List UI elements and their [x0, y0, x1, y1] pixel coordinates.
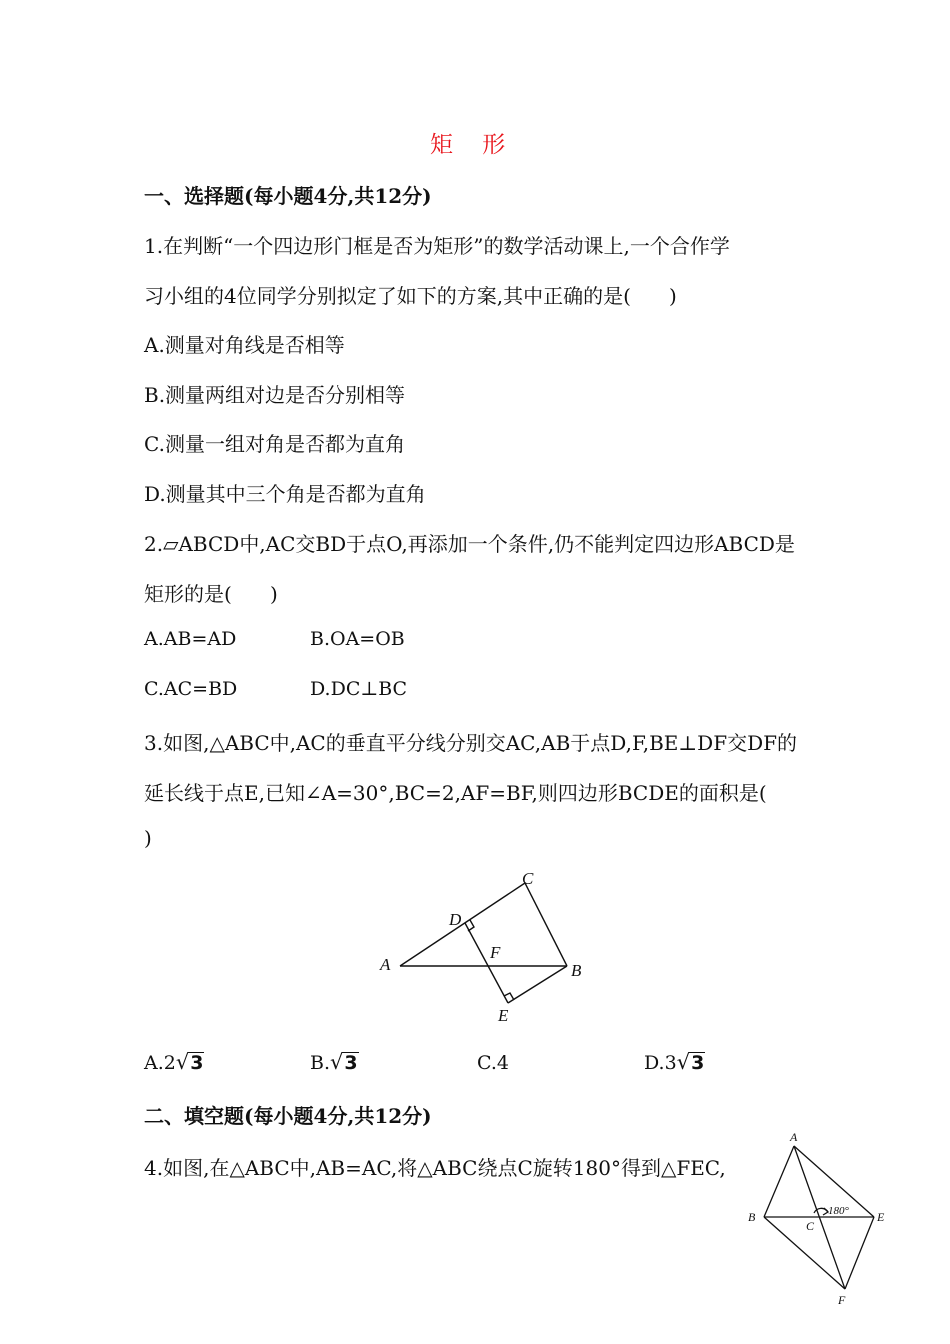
option-a-radicand: 3	[190, 1052, 204, 1074]
label-c: C	[522, 869, 534, 888]
question-3-option-a	[144, 1050, 204, 1074]
segment-eb	[508, 966, 567, 1003]
question-1-option-a: A.测量对角线是否相等	[144, 333, 345, 357]
question-3-line-2: 延长线于点E,已知∠A=30°,BC=2,AF=BF,则四边形BCDE的面积是(	[144, 781, 767, 805]
label-angle: 180°	[828, 1205, 849, 1217]
question-1-option-b: B.测量两组对边是否分别相等	[144, 383, 406, 407]
question-2-line-1: 2.▱ABCD中,AC交BD于点O,再添加一个条件,仍不能判定四边形ABCD是	[144, 532, 795, 556]
question-2-option-b: B.OA=OB	[310, 628, 405, 650]
sqrt-icon: √	[175, 1050, 190, 1074]
question-2-option-a: A.AB=AD	[144, 628, 237, 650]
label-f: F	[838, 1293, 846, 1307]
label-d: D	[449, 910, 462, 929]
segment-ab	[764, 1146, 794, 1217]
sqrt-icon: √	[330, 1050, 344, 1074]
section-heading-choice: 一、选择题(每小题4分,共12分)	[144, 184, 432, 208]
segment-cb	[525, 883, 567, 966]
option-a-coef: 2	[163, 1052, 176, 1074]
question-1-option-d: D.测量其中三个角是否都为直角	[144, 482, 426, 506]
question-3-line-1: 3.如图,△ABC中,AC的垂直平分线分别交AC,AB于点D,F,BE⊥DF交DF的	[144, 731, 797, 755]
page-title: 矩 形	[430, 132, 506, 158]
question-3-line-3: )	[144, 826, 152, 850]
question-4-line-1: 4.如图,在△ABC中,AB=AC,将△ABC绕点C旋转180°得到△FEC,	[144, 1156, 726, 1180]
option-d-coef: 3	[664, 1052, 677, 1074]
question-4-figure	[742, 1126, 902, 1316]
question-2-option-d: D.DC⊥BC	[310, 678, 408, 700]
question-1-line-1: 1.在判断“一个四边形门框是否为矩形”的数学活动课上,一个合作学	[144, 234, 730, 258]
sqrt-icon: √	[676, 1050, 691, 1074]
option-d-label: D.	[644, 1052, 665, 1074]
section-heading-fill: 二、填空题(每小题4分,共12分)	[144, 1104, 432, 1128]
question-3-figure	[370, 866, 600, 1026]
option-b-radicand: 3	[344, 1052, 358, 1074]
question-1-line-2: 习小组的4位同学分别拟定了如下的方案,其中正确的是( )	[144, 284, 677, 308]
label-e: E	[498, 1006, 509, 1025]
label-f: F	[490, 943, 501, 962]
segment-ef	[845, 1217, 874, 1289]
segment-de	[465, 923, 508, 1003]
option-d-radicand: 3	[691, 1052, 705, 1074]
question-1-option-c: C.测量一组对角是否都为直角	[144, 432, 405, 456]
option-b-label: B.	[310, 1052, 331, 1074]
question-3-option-d	[644, 1050, 705, 1074]
option-a-label: A.	[144, 1052, 164, 1074]
question-3-option-c: C.4	[477, 1052, 509, 1074]
label-b: B	[748, 1210, 756, 1224]
question-2-option-c: C.AC=BD	[144, 678, 238, 700]
question-2-line-2: 矩形的是( )	[144, 582, 278, 606]
label-a: A	[790, 1130, 798, 1144]
label-c: C	[806, 1219, 815, 1233]
label-a: A	[380, 955, 391, 974]
label-b: B	[571, 961, 582, 980]
segment-ac	[400, 883, 525, 966]
question-3-option-b	[310, 1050, 359, 1074]
label-e: E	[877, 1210, 885, 1224]
